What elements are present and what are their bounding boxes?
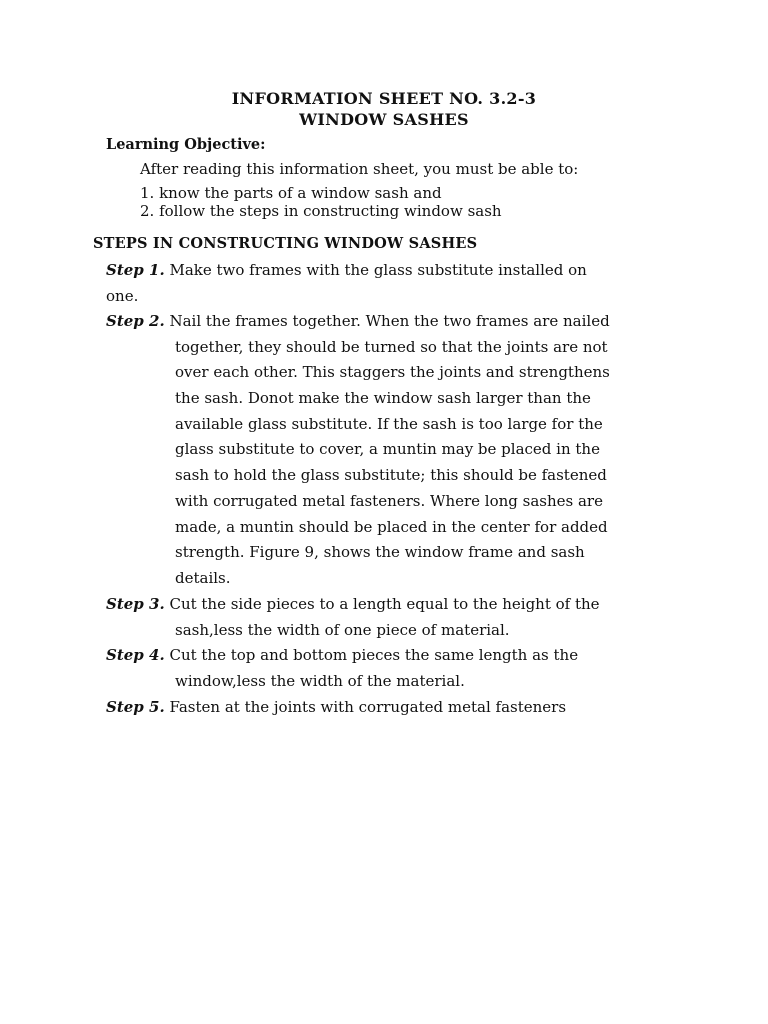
step-text: strength. Figure 9, shows the window frame and sash [175, 543, 585, 562]
step-label: Step 4. [106, 646, 165, 664]
step-text: details. [175, 568, 231, 587]
step-5 [106, 695, 666, 721]
step-text: together, they should be turned so that the joints are not [175, 337, 608, 356]
list-item: 1. know the parts of a window sash and [140, 184, 442, 202]
step-text: Nail the frames together. When the two frames are nailed [169, 312, 610, 330]
sheet-title: INFORMATION SHEET NO. 3.2-3 [231, 89, 537, 108]
step-label: Step 3. [106, 595, 165, 613]
step-label: Step 2. [106, 312, 165, 330]
step-text: one. [106, 286, 139, 305]
step-4 [106, 643, 666, 694]
step-text: window,less the width of the material. [175, 671, 465, 690]
step-text: made, a muntin should be placed in the center for added [175, 517, 608, 536]
step-text: sash to hold the glass substitute; this should be fastened [175, 466, 607, 485]
step-text: over each other. This staggers the joints and strengthens [175, 363, 610, 382]
learning-objective-heading: Learning Objective: [106, 136, 266, 153]
sheet-subtitle: WINDOW SASHES [299, 110, 469, 129]
step-1 [106, 258, 666, 309]
steps-heading: STEPS IN CONSTRUCTING WINDOW SASHES [93, 235, 478, 252]
step-text: Cut the side pieces to a length equal to the height of the [169, 595, 600, 613]
step-label: Step 1. [106, 261, 165, 279]
step-text: the sash. Donot make the window sash larger than the [175, 389, 591, 408]
step-2 [106, 309, 666, 592]
learning-objective-list [140, 185, 502, 221]
step-text: Make two frames with the glass substitute installed on [169, 261, 587, 279]
step-text: Cut the top and bottom pieces the same length as the [169, 646, 579, 664]
step-text: glass substitute to cover, a muntin may be placed in the [175, 440, 600, 459]
step-text: available glass substitute. If the sash is too large for the [175, 414, 603, 433]
step-text: with corrugated metal fasteners. Where long sashes are [175, 491, 603, 510]
step-text: sash,less the width of one piece of material. [175, 620, 510, 639]
step-3 [106, 592, 666, 643]
learning-objective-intro: After reading this information sheet, you must be able to: [140, 160, 579, 178]
step-label: Step 5. [106, 698, 165, 716]
list-item: 2. follow the steps in constructing window sash [140, 202, 502, 220]
step-text: Fasten at the joints with corrugated metal fasteners [169, 698, 567, 716]
